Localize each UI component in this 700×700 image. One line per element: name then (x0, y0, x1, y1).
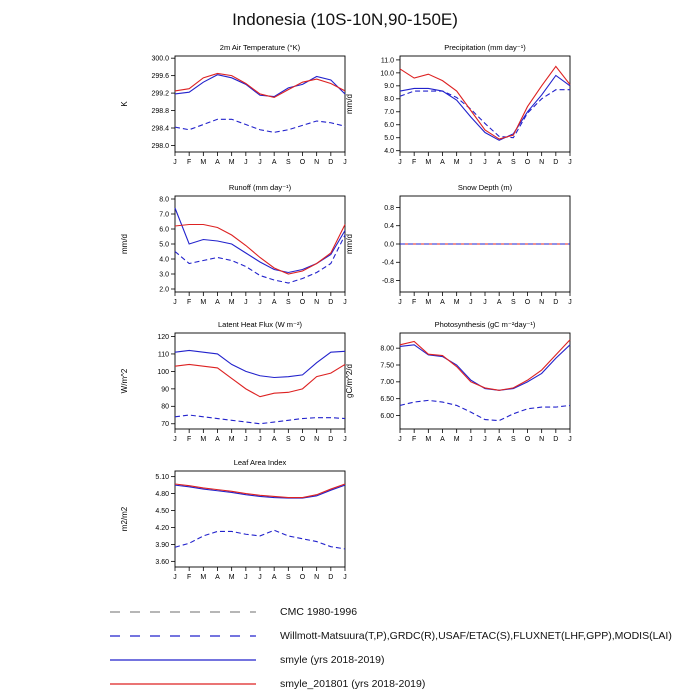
chart-latent-heat-flux (113, 317, 363, 457)
x-tick-label: S (510, 159, 516, 166)
x-tick-label: J (398, 159, 402, 166)
y-tick-label: 7.50 (380, 362, 394, 370)
x-tick-label: O (524, 159, 531, 166)
x-tick-label: M (228, 436, 235, 443)
x-tick-label: D (328, 159, 334, 166)
x-tick-label: N (314, 574, 320, 581)
y-tick-label: 299.6 (151, 73, 169, 81)
chart-svg (113, 40, 363, 180)
chart-title: Latent Heat Flux (W m⁻²) (218, 320, 302, 329)
x-tick-label: J (483, 159, 487, 166)
x-tick-label: A (496, 159, 502, 166)
series-line-modis-obs (175, 530, 345, 549)
x-tick-label: A (215, 159, 220, 166)
y-tick-label: 7.0 (384, 109, 394, 117)
x-tick-label: D (328, 574, 334, 581)
x-tick-label: J (469, 436, 473, 443)
y-axis-label: mm/d (345, 234, 354, 254)
chart-title: Photosynthesis (gC m⁻²day⁻¹) (434, 320, 536, 329)
x-tick-label: J (173, 159, 177, 166)
legend-label: CMC 1980-1996 (280, 606, 358, 618)
x-tick-label: A (215, 574, 220, 581)
y-axis-label: m2/m2 (120, 506, 129, 532)
y-tick-label: 7.0 (159, 211, 169, 219)
x-tick-label: J (258, 574, 262, 581)
y-axis-label: mm/d (120, 234, 129, 254)
plot-frame (400, 56, 570, 152)
plot-frame (175, 196, 345, 292)
x-tick-label: J (343, 159, 347, 166)
y-tick-label: 3.90 (155, 541, 169, 549)
legend-item-smyle (108, 648, 672, 672)
plot-frame (175, 471, 345, 567)
y-tick-label: 7.00 (380, 379, 394, 387)
series-line-grdc-obs (175, 235, 345, 283)
legend-item-observations (108, 624, 672, 648)
legend-dash-line-icon (108, 606, 258, 618)
y-tick-label: 8.0 (159, 196, 169, 204)
x-tick-label: S (285, 574, 291, 581)
x-tick-label: J (568, 436, 572, 443)
series-line-willmott-matsuura-obs (175, 119, 345, 132)
x-tick-label: O (299, 159, 306, 166)
y-tick-label: -0.4 (381, 259, 394, 267)
x-tick-label: J (469, 159, 473, 166)
y-tick-label: 6.0 (159, 226, 169, 234)
x-tick-label: M (425, 436, 432, 443)
x-tick-label: J (568, 299, 572, 306)
series-line-smyle_201801 (400, 66, 570, 139)
x-tick-label: D (553, 436, 559, 443)
x-tick-label: N (539, 159, 545, 166)
y-tick-label: 3.60 (155, 558, 169, 566)
y-tick-label: 5.10 (155, 474, 169, 482)
y-tick-label: 11.0 (380, 57, 394, 65)
x-tick-label: M (425, 299, 432, 306)
x-tick-label: D (328, 436, 334, 443)
x-tick-label: S (285, 159, 291, 166)
y-tick-label: 4.80 (155, 490, 169, 498)
x-tick-label: J (398, 299, 402, 306)
x-tick-label: N (539, 299, 545, 306)
x-tick-label: N (314, 299, 320, 306)
y-tick-label: 300.0 (151, 55, 169, 63)
x-tick-label: M (453, 436, 460, 443)
chart-svg (338, 40, 588, 180)
y-tick-label: 70 (161, 421, 169, 429)
x-tick-label: S (510, 436, 516, 443)
chart-title: Precipitation (mm day⁻¹) (444, 43, 526, 52)
x-tick-label: J (343, 436, 347, 443)
y-tick-label: 110 (157, 351, 169, 359)
x-tick-label: D (553, 159, 559, 166)
chart-svg (113, 455, 363, 595)
chart-precipitation (338, 40, 588, 180)
x-tick-label: A (440, 159, 445, 166)
x-tick-label: J (343, 299, 347, 306)
x-tick-label: A (271, 436, 277, 443)
x-tick-label: F (187, 574, 192, 581)
y-tick-label: 80 (161, 403, 169, 411)
x-tick-label: O (524, 299, 531, 306)
page-title: Indonesia (10S-10N,90-150E) (232, 10, 458, 29)
x-tick-label: F (187, 436, 192, 443)
x-tick-label: D (328, 299, 334, 306)
chart-svg (113, 317, 363, 457)
chart-runoff (113, 180, 363, 320)
x-tick-label: J (258, 436, 262, 443)
legend-item-smyle-201801 (108, 672, 672, 696)
series-line-smyle (175, 350, 345, 377)
series-line-smyle_201801 (400, 340, 570, 391)
x-tick-label: A (496, 436, 502, 443)
x-tick-label: A (271, 574, 277, 581)
x-tick-label: M (453, 299, 460, 306)
x-tick-label: J (568, 159, 572, 166)
x-tick-label: S (510, 299, 516, 306)
x-tick-label: M (228, 299, 235, 306)
x-tick-label: O (299, 436, 306, 443)
y-tick-label: 298.8 (151, 107, 169, 115)
x-tick-label: J (469, 299, 473, 306)
legend-label: smyle (yrs 2018-2019) (280, 654, 385, 666)
x-tick-label: M (200, 574, 207, 581)
y-tick-label: 8.0 (384, 96, 394, 104)
x-tick-label: J (244, 574, 248, 581)
plot-frame (400, 333, 570, 429)
chart-leaf-area-index (113, 455, 363, 595)
legend-solid-line-icon (108, 678, 258, 690)
x-tick-label: J (258, 159, 262, 166)
x-tick-label: D (553, 299, 559, 306)
y-tick-label: 120 (157, 333, 169, 341)
series-line-smyle_201801 (175, 484, 345, 498)
y-tick-label: 8.00 (380, 345, 394, 353)
x-tick-label: J (173, 574, 177, 581)
x-tick-label: J (483, 299, 487, 306)
legend-item-cmc (108, 600, 672, 624)
x-tick-label: A (496, 299, 502, 306)
x-tick-label: A (271, 159, 277, 166)
x-tick-label: M (228, 159, 235, 166)
x-tick-label: F (187, 299, 192, 306)
y-tick-label: 298.0 (151, 142, 169, 150)
x-tick-label: A (215, 299, 220, 306)
x-tick-label: J (398, 436, 402, 443)
y-axis-label: W/m^2 (120, 368, 129, 394)
x-tick-label: O (299, 574, 306, 581)
x-tick-label: J (244, 299, 248, 306)
y-tick-label: 10.0 (380, 70, 394, 78)
x-tick-label: A (271, 299, 277, 306)
y-tick-label: 2.0 (159, 286, 169, 294)
series-line-smyle (175, 208, 345, 273)
y-tick-label: 4.50 (155, 507, 169, 515)
chart-snow-depth (338, 180, 588, 320)
y-axis-label: mm/d (345, 94, 354, 114)
y-tick-label: 5.0 (384, 135, 394, 143)
legend-label: Willmott-Matsuura(T,P),GRDC(R),USAF/ETAC(S),FLUXNET(LHF,GPP),MODIS(LAI) (280, 630, 672, 642)
x-tick-label: A (440, 299, 445, 306)
legend (108, 600, 672, 696)
x-tick-label: J (173, 299, 177, 306)
x-tick-label: F (412, 436, 417, 443)
x-tick-label: J (258, 299, 262, 306)
y-tick-label: 298.4 (151, 125, 169, 133)
y-tick-label: 0.4 (384, 223, 394, 231)
y-tick-label: 90 (161, 386, 169, 394)
chart-title: Runoff (mm day⁻¹) (228, 183, 292, 192)
x-tick-label: J (173, 436, 177, 443)
x-tick-label: J (483, 436, 487, 443)
x-tick-label: A (215, 436, 220, 443)
x-tick-label: O (299, 299, 306, 306)
y-tick-label: 4.20 (155, 524, 169, 532)
legend-solid-line-icon (108, 654, 258, 666)
y-tick-label: 299.2 (151, 90, 169, 98)
chart-svg (338, 317, 588, 457)
legend-dash-line-icon (108, 630, 258, 642)
x-tick-label: S (285, 299, 291, 306)
y-tick-label: 0.8 (384, 204, 394, 212)
x-tick-label: J (343, 574, 347, 581)
y-tick-label: 100 (157, 368, 169, 376)
x-tick-label: M (453, 159, 460, 166)
chart-svg (338, 180, 588, 320)
x-tick-label: M (200, 436, 207, 443)
plot-frame (175, 56, 345, 152)
legend-label: smyle_201801 (yrs 2018-2019) (280, 678, 426, 690)
y-tick-label: 6.00 (380, 412, 394, 420)
x-tick-label: F (187, 159, 192, 166)
x-tick-label: M (200, 159, 207, 166)
y-tick-label: 6.0 (384, 122, 394, 130)
y-axis-label: K (120, 101, 129, 107)
x-tick-label: S (285, 436, 291, 443)
y-axis-label: gC/m^2/d (345, 364, 354, 398)
x-tick-label: F (412, 159, 417, 166)
chart-2m-air-temperature (113, 40, 363, 180)
y-tick-label: 3.0 (159, 271, 169, 279)
plot-frame (175, 333, 345, 429)
x-tick-label: J (244, 159, 248, 166)
y-tick-label: 6.50 (380, 396, 394, 404)
chart-svg (113, 180, 363, 320)
chart-title: 2m Air Temperature (°K) (219, 43, 301, 52)
series-line-fluxnet-obs (400, 400, 570, 420)
x-tick-label: N (314, 436, 320, 443)
x-tick-label: M (228, 574, 235, 581)
series-line-fluxnet-obs (175, 415, 345, 424)
series-line-smyle_201801 (175, 364, 345, 396)
x-tick-label: A (440, 436, 445, 443)
y-tick-label: 5.0 (159, 241, 169, 249)
y-tick-label: 4.0 (159, 256, 169, 264)
chart-photosynthesis (338, 317, 588, 457)
x-tick-label: J (244, 436, 248, 443)
x-tick-label: M (425, 159, 432, 166)
y-tick-label: 0.0 (384, 241, 394, 249)
chart-title: Leaf Area Index (233, 458, 287, 467)
y-tick-label: 4.0 (384, 148, 394, 156)
x-tick-label: M (200, 299, 207, 306)
y-tick-label: 9.0 (384, 83, 394, 91)
x-tick-label: O (524, 436, 531, 443)
series-line-smyle_201801 (175, 225, 345, 275)
chart-title: Snow Depth (m) (457, 183, 513, 192)
y-tick-label: -0.8 (381, 277, 394, 285)
x-tick-label: N (539, 436, 545, 443)
x-tick-label: F (412, 299, 417, 306)
x-tick-label: N (314, 159, 320, 166)
